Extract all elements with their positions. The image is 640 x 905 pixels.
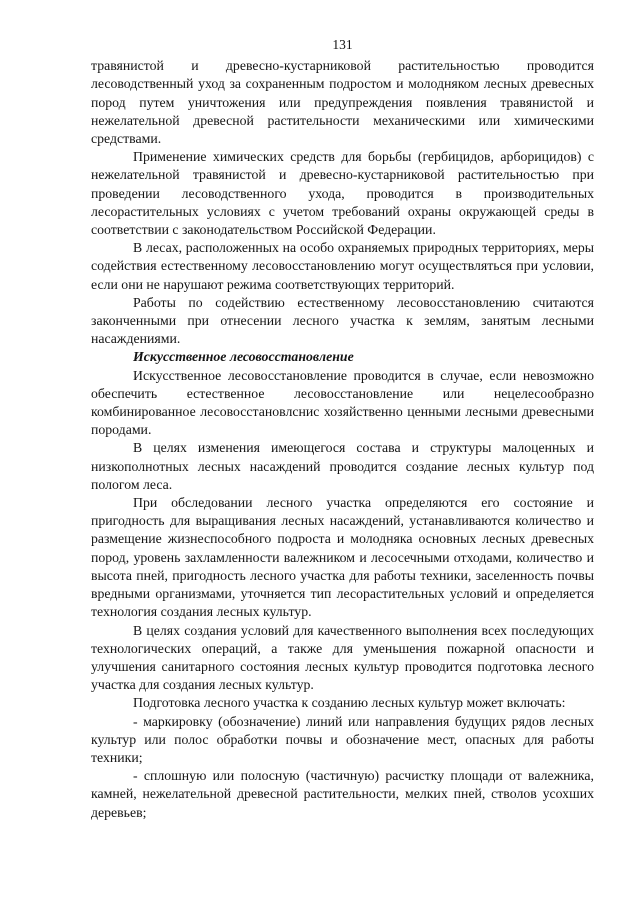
paragraph-continuation: травянистой и древесно-кустарниковой растительностью проводится лесоводственный уход за сохраненным подростом и молодняком лесных древесных пород путем уничтожения или предупреждения появления травянистой и нежелательной древесной растительности механическими или химическими средствами.: [91, 58, 594, 147]
page-number: 131: [332, 37, 353, 52]
paragraph-site-survey: При обследовании лесного участка определяются его состояние и пригодность для выращивания лесных насаждений, устанавливаются количество и размещение жизнеспособного подроста и молодняка основных лесных древесных пород, уровень захламленности валежником и лесосечными отходами, количество и высота пней, пригодность лесного участка для работы техники, заселенность почвы вредными организмами, уточняется тип лесорастительных условий и определяется технология создания лесных культур.: [91, 495, 594, 620]
list-item-clearing: - сплошную или полосную (частичную) расчистку площади от валежника, камней, нежелательной древесной растительности, мелких пней, стволов усохших деревьев;: [91, 768, 594, 820]
section-heading: Искусственное лесовосстановление: [133, 349, 354, 365]
paragraph-protected-territories: В лесах, расположенных на особо охраняемых природных территориях, меры содействия естественному лесовосстановлению могут осуществляться при условии, если они не нарушают режима соответствующих территорий.: [91, 240, 594, 292]
list-item-marking: - маркировку (обозначение) линий или направления будущих рядов лесных культур или полос обработки почвы и обозначение мест, опасных для работы техники;: [91, 713, 594, 765]
paragraph-chemical-means: Применение химических средств для борьбы (гербицидов, арборицидов) с нежелательной травянистой и древесно-кустарниковой растительностью при проведении лесоводственного ухода, проводится в производительных лесорастительных условиях с учетом требований охраны окружающей среды в соответствии с законодательством Российской Федерации.: [91, 149, 594, 238]
paragraph-preparation-includes: Подготовка лесного участка к созданию лесных культур может включать:: [133, 695, 566, 711]
document-page: [91, 36, 594, 822]
paragraph-artificial-reforestation: Искусственное лесовосстановление проводится в случае, если невозможно обеспечить естественное лесовосстановление или нецелесообразно комбинированное лесовосстановлснис хозяйственно ценными лесными древесными породами.: [91, 367, 594, 438]
paragraph-works-completed: Работы по содействию естественному лесовосстановлению считаются законченными при отнесении лесного участка к землям, занятым лесными насаждениями.: [91, 294, 594, 347]
paragraph-site-preparation: В целях создания условий для качественного выполнения всех последующих технологических операций, а также для уменьшения пожарной опасности и улучшения санитарного состояния лесных культур проводится подготовка лесного участка для создания лесных культур.: [91, 622, 594, 693]
paragraph-composition-change: В целях изменения имеющегося состава и структуры малоценных и низкополнотных лесных насаждений проводится создание лесных культур под пологом леса.: [91, 440, 594, 492]
